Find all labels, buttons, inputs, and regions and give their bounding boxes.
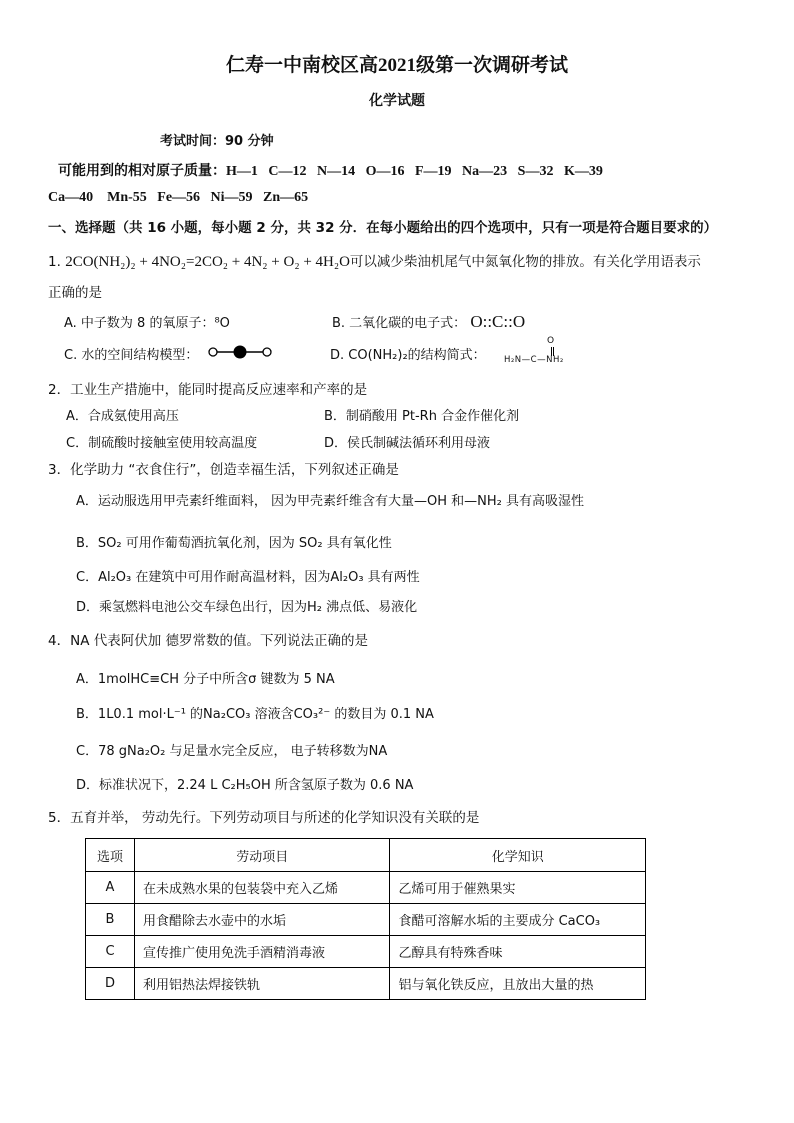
table-cell-labor: 用食醋除去水壶中的水垢 bbox=[134, 904, 389, 936]
question-5-table bbox=[85, 838, 646, 1000]
atomic-mass-line1 bbox=[58, 160, 603, 180]
table-cell-knowledge: 乙醇具有特殊香味 bbox=[390, 936, 646, 968]
table-cell-option: C bbox=[86, 936, 135, 968]
question-4-stem: 4．NA 代表阿伏加 德罗常数的值。下列说法正确的是 bbox=[48, 633, 369, 649]
table-cell-knowledge: 铝与氧化铁反应，且放出大量的热 bbox=[390, 968, 646, 1000]
q4-option-a: A．1molHC≡CH 分子中所含σ 键数为 5 NA bbox=[76, 672, 335, 687]
water-molecule-model-icon bbox=[208, 345, 272, 359]
atomic-mass-label: 可能用到的相对原子质量： bbox=[58, 163, 226, 179]
q2-option-d: D．侯氏制碱法循环利用母液 bbox=[324, 436, 491, 451]
exam-time: 考试时间：90 分钟 bbox=[160, 134, 274, 149]
q1-option-d-text: D. CO(NH₂)₂的结构简式： bbox=[330, 348, 486, 363]
question-1-equation: 2CO(NH₂)₂ + 4NO₂=2CO₂ + 4N₂ + O₂ + 4H₂O bbox=[65, 254, 350, 270]
question-3-stem: 3．化学助力 “衣食住行”，创造幸福生活，下列叙述正确是 bbox=[48, 462, 399, 478]
table-cell-labor: 利用铝热法焊接铁轨 bbox=[134, 968, 389, 1000]
q1-option-b-formula: O::C::O bbox=[470, 312, 526, 331]
q1-option-b-text: B. 二氧化碳的电子式： bbox=[332, 316, 467, 331]
question-1-number: 1. bbox=[48, 254, 61, 270]
table-row bbox=[86, 872, 646, 904]
q1-option-c-text: C. 水的空间结构模型： bbox=[64, 348, 199, 363]
urea-structure-oxygen: O bbox=[547, 336, 555, 346]
table-cell-option: A bbox=[86, 872, 135, 904]
q3-option-c: C．Al₂O₃ 在建筑中可用作耐高温材料，因为Al₂O₃ 具有两性 bbox=[76, 570, 420, 585]
table-row bbox=[86, 968, 646, 1000]
table-cell-option: B bbox=[86, 904, 135, 936]
q1-option-d bbox=[330, 344, 486, 363]
q1-option-c bbox=[64, 344, 198, 363]
table-header-row bbox=[86, 839, 646, 872]
section-heading: 一、选择题（共 16 小题，每小题 2 分，共 32 分．在每小题给出的四个选项中，只有一项是符合题目要求的） bbox=[48, 220, 718, 236]
atomic-mass-values-1: H—1 C—12 N—14 O—16 F—19 Na—23 S—32 K—39 bbox=[226, 164, 603, 179]
urea-structure-main: H₂N—C—NH₂ bbox=[504, 355, 564, 365]
q3-option-d: D．乘氢燃料电池公交车绿色出行，因为H₂ 沸点低、易液化 bbox=[76, 600, 418, 615]
q1-option-a-text: A. 中子数为 8 的氧原子： bbox=[64, 316, 215, 331]
q2-option-c: C．制硫酸时接触室使用较高温度 bbox=[66, 436, 258, 451]
q1-option-b bbox=[332, 312, 525, 332]
table-cell-option: D bbox=[86, 968, 135, 1000]
question-1-stem bbox=[48, 250, 701, 271]
table-header-cell: 选项 bbox=[86, 839, 135, 872]
q4-option-d: D．标准状况下，2.24 L C₂H₅OH 所含氢原子数为 0.6 NA bbox=[76, 778, 414, 793]
exam-title: 仁寿一中南校区高2021级第一次调研考试 bbox=[225, 55, 568, 76]
question-1-stem-text: 可以减少柴油机尾气中氮氧化物的排放。有关化学用语表示 bbox=[349, 254, 701, 270]
table-cell-labor: 宣传推广使用免洗手酒精消毒液 bbox=[134, 936, 389, 968]
q4-option-b: B．1L0.1 mol·L⁻¹ 的Na₂CO₃ 溶液含CO₃²⁻ 的数目为 0.1 NA bbox=[76, 707, 434, 722]
table-row bbox=[86, 904, 646, 936]
q4-option-c: C．78 gNa₂O₂ 与足量水完全反应， 电子转移数为NA bbox=[76, 744, 388, 759]
table-cell-knowledge: 食醋可溶解水垢的主要成分 CaCO₃ bbox=[390, 904, 646, 936]
q3-option-b: B．SO₂ 可用作葡萄酒抗氧化剂，因为 SO₂ 具有氧化性 bbox=[76, 536, 392, 551]
table-row bbox=[86, 936, 646, 968]
urea-structure bbox=[504, 336, 604, 368]
question-2-stem: 2．工业生产措施中，能同时提高反应速率和产率的是 bbox=[48, 382, 368, 398]
q1-option-a-symbol: ⁸O bbox=[214, 316, 230, 331]
q1-option-a bbox=[64, 312, 230, 331]
table-header-cell: 劳动项目 bbox=[134, 839, 389, 872]
table-cell-knowledge: 乙烯可用于催熟果实 bbox=[390, 872, 646, 904]
q2-option-b: B．制硝酸用 Pt-Rh 合金作催化剂 bbox=[324, 409, 520, 424]
table-cell-labor: 在未成熟水果的包装袋中充入乙烯 bbox=[134, 872, 389, 904]
q3-option-a: A．运动服选用甲壳素纤维面料， 因为甲壳素纤维含有大量—OH 和—NH₂ 具有高吸湿性 bbox=[76, 494, 585, 509]
table-header-cell: 化学知识 bbox=[390, 839, 646, 872]
question-5-stem: 5．五育并举， 劳动先行。下列劳动项目与所述的化学知识没有关联的是 bbox=[48, 810, 480, 826]
exam-subtitle: 化学试题 bbox=[369, 93, 425, 109]
q2-option-a: A．合成氨使用高压 bbox=[66, 409, 179, 424]
atomic-mass-values-2: Ca—40 Mn-55 Fe—56 Ni—59 Zn—65 bbox=[48, 190, 309, 205]
question-1-stem-line2: 正确的是 bbox=[48, 285, 102, 301]
